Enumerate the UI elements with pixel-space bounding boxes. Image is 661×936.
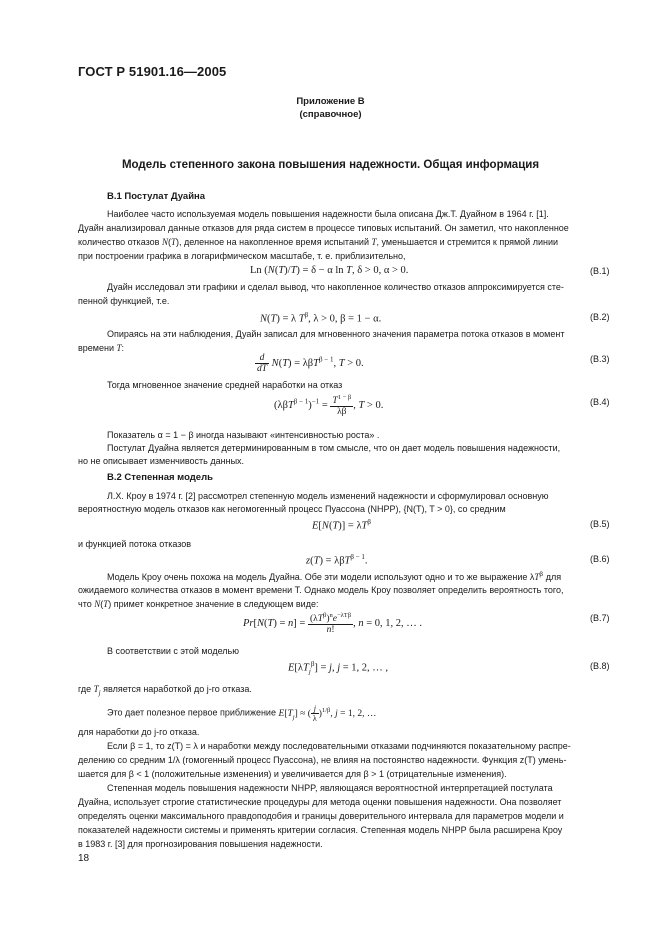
equation-b5: $E[N(T)] = \lambda T^\beta$ [312,518,371,532]
p14-line3: определять оценки максимального правдоподобия и границы доверительного интервала для параметров модели и [78,811,564,821]
p10-line1: В соответствии с этой моделью [107,646,239,656]
p14-line1: Степенная модель повышения надежности NHPP, являющаяся вероятностной интерпретацией постулата [107,783,553,793]
p3-line2: времени T: [78,343,125,353]
appendix-title: Приложение В [296,96,365,107]
p14-line4: показателей надежности системы и применять критерии согласия. Степенная модель NHPP была расширена Кроу [78,825,563,835]
equation-number-b3: (В.3) [590,354,610,364]
p14-line5: в 1983 г. [3] для прогнозирования повышения надежности. [78,839,323,849]
p4-line1: Тогда мгновенное значение средней наработки на отказ [107,380,343,390]
p12-line1: Это дает полезное первое приближение $E[T_j]$ ≈ ( $\frac{j}{\lambda}$ )$^{1/\beta}$, j = 1, 2, … [107,704,377,723]
p1-line2: Дуайн анализировал данные отказов для ряда систем в процессе типовых испытаний. Он заметил, что накопленное [78,223,569,233]
p1-line4: при построении графика в логарифмическом масштабе, т. е. приблизительно, [78,251,406,261]
p9-line2: ожидаемого количества отказов в момент времени T. Однако модель Кроу позволяет определить вероятность того, [78,585,564,595]
equation-number-b4: (В.4) [590,397,610,407]
equation-number-b5: (В.5) [590,519,610,529]
equation-b2: N(T) = λ $T^\beta$, λ > 0, β = 1 − α. [260,311,382,325]
p5-line1: Показатель α = 1 − β иногда называют «интенсивностью роста» . [107,430,380,440]
equation-b4: $(\lambda\beta T^{\beta - 1})^{-1}$ = $\frac{T^{1 - \beta}}{\lambda\beta}$ , T > 0. [274,394,384,418]
p7-line1: Л.Х. Кроу в 1974 г. [2] рассмотрел степенную модель изменений надежности и сформулировал основную [107,491,549,501]
equation-number-b8: (В.8) [590,661,610,671]
p13-line2: делению со средним 1/λ (гомогенный процесс Пуассона), не влияя на постоянство надежности. Функция z(T) умень- [78,755,567,765]
p3-line1: Опираясь на эти наблюдения, Дуайн записал для мгновенного значения параметра потока отказов в момент [107,329,565,339]
p2-line2: пенной функцией, т.е. [78,296,170,306]
p7-line2: вероятностную модель отказов как негомогенный процесс Пуассона (NHPP), {N(T), T > 0}, со средним [78,504,506,514]
main-title: Модель степенного закона повышения надежности. Общая информация [121,159,540,171]
p14-line2: Дуайна, использует строгие статистические процедуры для метода оценки повышения надежности. Она позволяет [78,797,562,807]
section-b1-heading: В.1 Постулат Дуайна [107,191,206,202]
equation-b8: $E[\lambda T_j^\beta] = j$, j = 1, 2, … , [288,660,389,676]
p1-line3: количество отказов N(T), деленное на накопленное время испытаний T, уменьшается и стремится к прямой линии [78,237,558,247]
appendix-subtitle: (справочное) [299,109,362,120]
p12-line2: для наработки до j-го отказа. [78,727,200,737]
p9-line1: Модель Кроу очень похожа на модель Дуайна. Обе эти модели используют одно и то же выражение $\lambda T^\beta$ для [107,571,562,582]
p2-line1: Дуайн исследовал эти графики и сделал вывод, что накопленное количество отказов аппроксимируется сте- [107,282,564,292]
p13-line3: шается для β < 1 (положительные изменения) и увеличивается для β > 1 (отрицательные изменения). [78,769,507,779]
equation-number-b2: (В.2) [590,312,610,322]
equation-b6: z(T) = λβT$^{\beta - 1}$. [306,553,368,567]
p6-line2: но не описывает изменчивость данных. [78,456,245,466]
section-b2-heading: В.2 Степенная модель [107,472,213,483]
equation-number-b7: (В.7) [590,613,610,623]
page-number: 18 [78,853,90,864]
p9-line3: что N(T) примет конкретное значение в следующем виде: [78,599,319,609]
equation-number-b6: (В.6) [590,554,610,564]
p1-line1: Наиболее часто используемая модель повышения надежности была описана Дж.Т. Дуайном в 1964 г. [1]. [107,209,549,219]
p6-line1: Постулат Дуайна является детерминированным в том смысле, что он дает модель повышения надежности, [107,443,561,453]
equation-b7: Pr[N(T) = n] = $\frac{(\lambda T^\beta)^ne^{-\lambda T\beta}}{n!}$ , n = 0, 1, 2, … . [243,612,423,636]
equation-number-b1: (В.1) [590,266,610,276]
p11-line1: где $T_j$ является наработкой до j-го отказа. [78,684,252,697]
equation-b3: $\frac{d}{dT}$ N(T) = λβT$^{\beta - 1}$, T > 0. [257,353,364,374]
p8-line1: и функцией потока отказов [78,539,192,549]
p13-line1: Если β = 1, то z(T) = λ и наработки между последовательными отказами подчиняются показательному распре- [107,741,571,751]
document-id: ГОСТ Р 51901.16—2005 [78,64,227,79]
equation-b1: Ln (N(T)/T) = δ − α ln T, δ > 0, α > 0. [250,265,409,276]
